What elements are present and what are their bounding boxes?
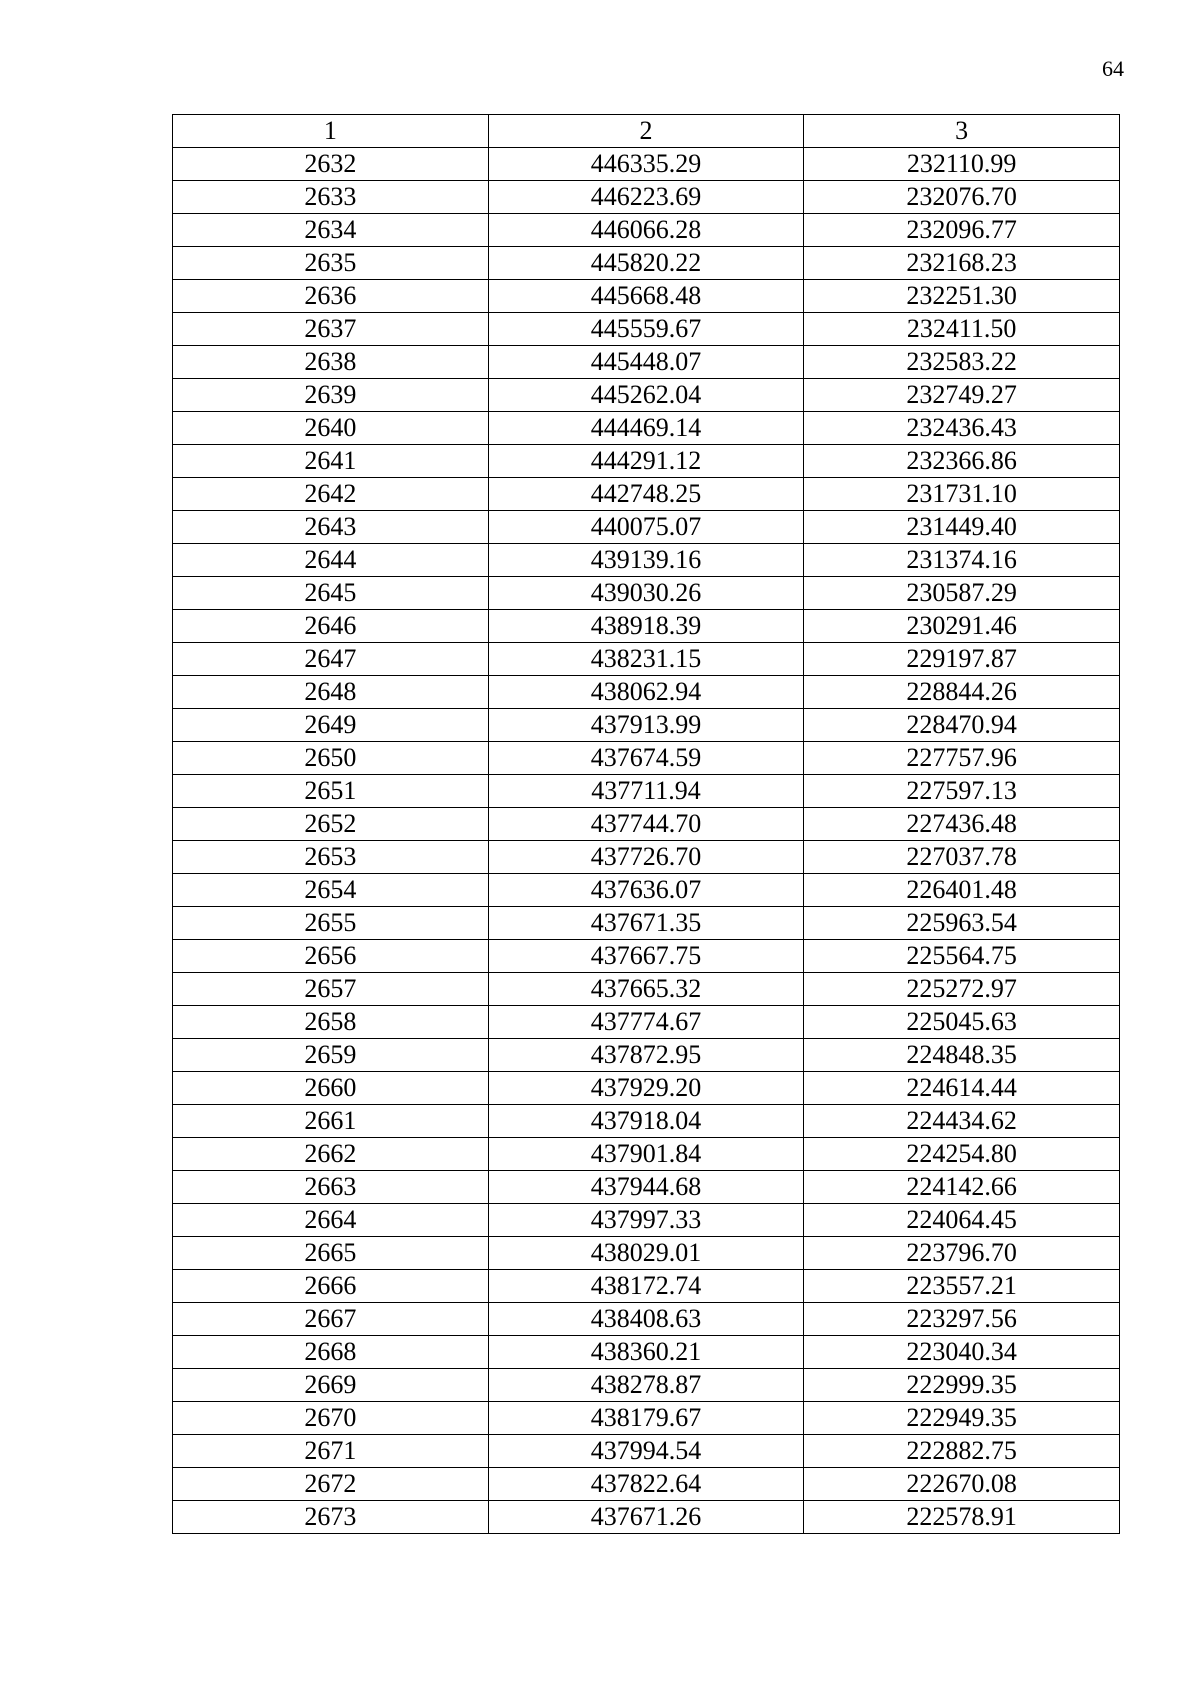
table-row [173,1072,1120,1105]
table-cell: 444291.12 [488,445,804,478]
table-cell: 437994.54 [488,1435,804,1468]
table-cell: 437774.67 [488,1006,804,1039]
table-cell: 2643 [173,511,489,544]
table-cell: 438408.63 [488,1303,804,1336]
table-cell: 227597.13 [804,775,1120,808]
table-cell: 232251.30 [804,280,1120,313]
table-cell: 2639 [173,379,489,412]
table-cell: 439030.26 [488,577,804,610]
table-row [173,445,1120,478]
table-cell: 223040.34 [804,1336,1120,1369]
table-cell: 438179.67 [488,1402,804,1435]
table-row [173,313,1120,346]
table-cell: 437929.20 [488,1072,804,1105]
table-cell: 228470.94 [804,709,1120,742]
table-cell: 2644 [173,544,489,577]
table-cell: 2659 [173,1039,489,1072]
table-row [173,544,1120,577]
table-cell: 2634 [173,214,489,247]
table-cell: 2650 [173,742,489,775]
table-cell: 230587.29 [804,577,1120,610]
table-cell: 227436.48 [804,808,1120,841]
table-cell: 227037.78 [804,841,1120,874]
table-cell: 438029.01 [488,1237,804,1270]
table-cell: 437918.04 [488,1105,804,1138]
table-row [173,643,1120,676]
table-cell: 446223.69 [488,181,804,214]
table-cell: 437901.84 [488,1138,804,1171]
table-cell: 223297.56 [804,1303,1120,1336]
table-cell: 232076.70 [804,181,1120,214]
table-row [173,1270,1120,1303]
table-cell: 232096.77 [804,214,1120,247]
table-cell: 437744.70 [488,808,804,841]
table-cell: 224254.80 [804,1138,1120,1171]
table-cell: 437997.33 [488,1204,804,1237]
table-cell: 439139.16 [488,544,804,577]
table-cell: 438231.15 [488,643,804,676]
table-row [173,1435,1120,1468]
table-row [173,1303,1120,1336]
table-cell: 232749.27 [804,379,1120,412]
table-cell: 437671.26 [488,1501,804,1534]
table-cell: 438918.39 [488,610,804,643]
table-cell: 446066.28 [488,214,804,247]
table-cell: 2661 [173,1105,489,1138]
column-header: 1 [173,115,489,148]
table-cell: 437822.64 [488,1468,804,1501]
table-cell: 223557.21 [804,1270,1120,1303]
table-cell: 2649 [173,709,489,742]
table-cell: 222670.08 [804,1468,1120,1501]
table-cell: 438172.74 [488,1270,804,1303]
table-cell: 2648 [173,676,489,709]
table-cell: 438278.87 [488,1369,804,1402]
table-cell: 2668 [173,1336,489,1369]
table-cell: 224142.66 [804,1171,1120,1204]
table-row [173,478,1120,511]
table-row [173,1336,1120,1369]
table-row [173,214,1120,247]
table-cell: 2635 [173,247,489,280]
table-cell: 225963.54 [804,907,1120,940]
table-cell: 224614.44 [804,1072,1120,1105]
table-cell: 2651 [173,775,489,808]
table-cell: 2653 [173,841,489,874]
table-cell: 437872.95 [488,1039,804,1072]
table-row [173,1468,1120,1501]
table-row [173,676,1120,709]
table-row [173,247,1120,280]
table-cell: 2657 [173,973,489,1006]
table-row [173,511,1120,544]
table-row [173,379,1120,412]
table-cell: 437674.59 [488,742,804,775]
table-row [173,709,1120,742]
table-cell: 223796.70 [804,1237,1120,1270]
table-cell: 2664 [173,1204,489,1237]
table-row [173,841,1120,874]
column-header: 2 [488,115,804,148]
table-cell: 232168.23 [804,247,1120,280]
table-cell: 232411.50 [804,313,1120,346]
table-cell: 445820.22 [488,247,804,280]
table-row [173,874,1120,907]
table-row [173,1006,1120,1039]
table-cell: 2673 [173,1501,489,1534]
column-header: 3 [804,115,1120,148]
table-cell: 2662 [173,1138,489,1171]
table-row [173,775,1120,808]
table-cell: 2637 [173,313,489,346]
table-cell: 231374.16 [804,544,1120,577]
table-cell: 2642 [173,478,489,511]
table-body [173,148,1120,1534]
table-cell: 437913.99 [488,709,804,742]
table-header-row [173,115,1120,148]
table-cell: 2633 [173,181,489,214]
table-row [173,1501,1120,1534]
table-cell: 225272.97 [804,973,1120,1006]
table-cell: 2658 [173,1006,489,1039]
table-cell: 225045.63 [804,1006,1120,1039]
table-cell: 2638 [173,346,489,379]
table-cell: 2669 [173,1369,489,1402]
table-cell: 2645 [173,577,489,610]
table-row [173,973,1120,1006]
table-row [173,742,1120,775]
table-cell: 224434.62 [804,1105,1120,1138]
table-cell: 440075.07 [488,511,804,544]
table-cell: 438062.94 [488,676,804,709]
table-cell: 222949.35 [804,1402,1120,1435]
table-cell: 2665 [173,1237,489,1270]
table-cell: 2636 [173,280,489,313]
table-cell: 232366.86 [804,445,1120,478]
table-cell: 437667.75 [488,940,804,973]
table-row [173,940,1120,973]
table-row [173,1402,1120,1435]
table-cell: 232110.99 [804,148,1120,181]
table-cell: 2655 [173,907,489,940]
table-row [173,1237,1120,1270]
table-cell: 232436.43 [804,412,1120,445]
table-cell: 226401.48 [804,874,1120,907]
table-cell: 2652 [173,808,489,841]
table-cell: 222882.75 [804,1435,1120,1468]
table-cell: 2641 [173,445,489,478]
table-row [173,412,1120,445]
table-cell: 2640 [173,412,489,445]
table-cell: 437665.32 [488,973,804,1006]
table-cell: 222999.35 [804,1369,1120,1402]
table-cell: 228844.26 [804,676,1120,709]
table-cell: 2672 [173,1468,489,1501]
page-number: 64 [1102,56,1124,81]
table-cell: 445668.48 [488,280,804,313]
table-cell: 224848.35 [804,1039,1120,1072]
table-row [173,1105,1120,1138]
table-cell: 446335.29 [488,148,804,181]
table-cell: 2632 [173,148,489,181]
table-row [173,1369,1120,1402]
table-cell: 2660 [173,1072,489,1105]
table-cell: 231449.40 [804,511,1120,544]
table-cell: 437636.07 [488,874,804,907]
table-row [173,808,1120,841]
table-cell: 437711.94 [488,775,804,808]
table-cell: 2670 [173,1402,489,1435]
table-cell: 445448.07 [488,346,804,379]
table-row [173,148,1120,181]
table-row [173,181,1120,214]
table-row [173,1138,1120,1171]
table-cell: 224064.45 [804,1204,1120,1237]
table-cell: 2667 [173,1303,489,1336]
table-cell: 2663 [173,1171,489,1204]
table-row [173,346,1120,379]
table-cell: 2656 [173,940,489,973]
table-row [173,1171,1120,1204]
table-row [173,280,1120,313]
table-cell: 438360.21 [488,1336,804,1369]
table-row [173,1204,1120,1237]
table-cell: 230291.46 [804,610,1120,643]
table-cell: 231731.10 [804,478,1120,511]
table-row [173,577,1120,610]
table-cell: 437671.35 [488,907,804,940]
table-row [173,907,1120,940]
table-cell: 445559.67 [488,313,804,346]
coordinates-table [172,114,1120,1534]
table-cell: 2646 [173,610,489,643]
table-cell: 2654 [173,874,489,907]
table-row [173,610,1120,643]
table-cell: 444469.14 [488,412,804,445]
table-cell: 437944.68 [488,1171,804,1204]
table-cell: 232583.22 [804,346,1120,379]
table-cell: 229197.87 [804,643,1120,676]
table-cell: 442748.25 [488,478,804,511]
table-cell: 437726.70 [488,841,804,874]
table-cell: 2671 [173,1435,489,1468]
table-cell: 2666 [173,1270,489,1303]
table-cell: 445262.04 [488,379,804,412]
table-cell: 227757.96 [804,742,1120,775]
table-cell: 225564.75 [804,940,1120,973]
table-row [173,1039,1120,1072]
table-cell: 2647 [173,643,489,676]
table-cell: 222578.91 [804,1501,1120,1534]
